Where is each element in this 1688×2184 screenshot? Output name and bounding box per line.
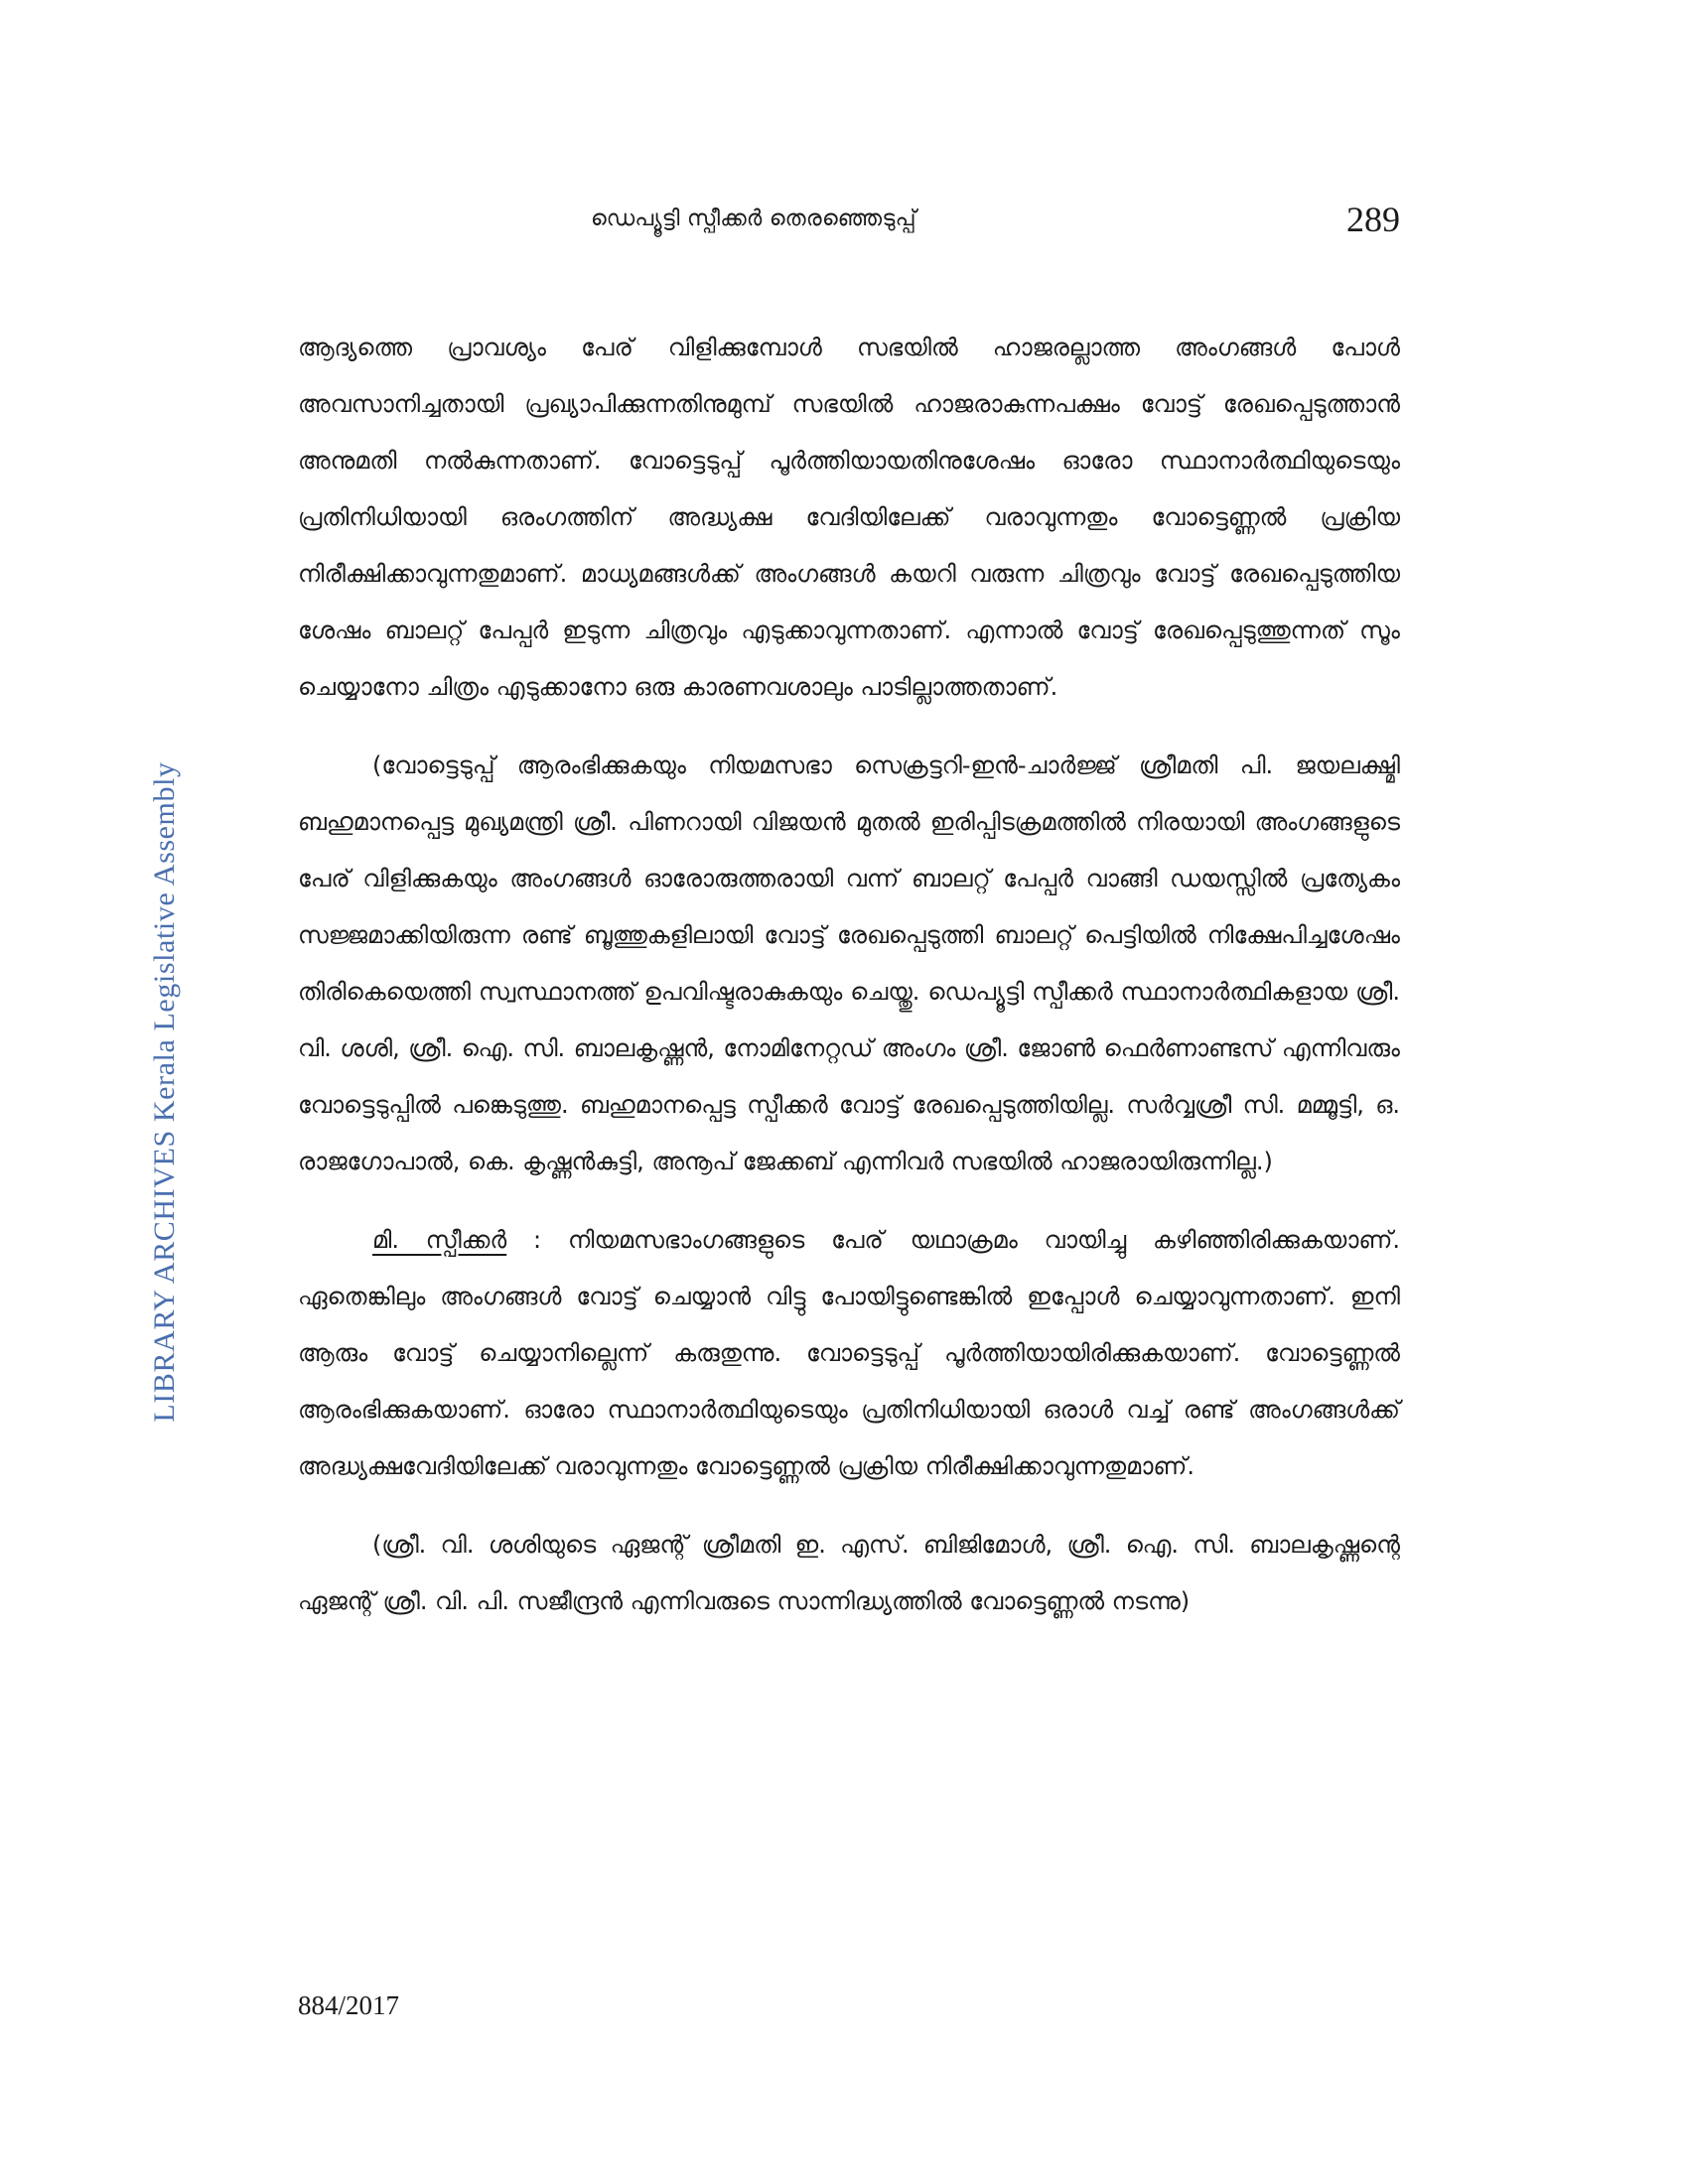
paragraph-speaker-statement (298, 1212, 1400, 1495)
archive-side-stamp: LIBRARY ARCHIVES Kerala Legislative Assembly (148, 761, 181, 1423)
running-head (298, 199, 1400, 248)
speaker-label: മി. സ്പീക്കർ (372, 1226, 507, 1254)
speaker-statement-text: : നിയമസഭാംഗങ്ങളുടെ പേര് യഥാക്രമം വായിച്ചു കഴിഞ്ഞിരിക്കുകയാണ്. ഏതെങ്കിലും അംഗങ്ങൾ വോട്ട് ചെയ്യാൻ വിട്ടു പോയിട്ടുണ്ടെങ്കിൽ ഇപ്പോൾ ചെയ്യാവുന്നതാണ്. ഇനി ആരും വോട്ട് ചെയ്യാനില്ലെന്ന് കരുതുന്നു. വോട്ടെടുപ്പ് പൂർത്തിയായിരിക്കുകയാണ്. വോട്ടെണ്ണൽ ആരംഭിക്കുകയാണ്. ഓരോ സ്ഥാനാർത്ഥിയുടെയും പ്രതിനിധിയായി ഒരാൾ വച്ച് രണ്ട് അംഗങ്ങൾക്ക് അദ്ധ്യക്ഷവേദിയിലേക്ക് വരാവുന്നതും വോട്ടെണ്ണൽ പ്രക്രിയ നിരീക്ഷിക്കാവുന്നതുമാണ്. (298, 1226, 1400, 1480)
body-text (298, 320, 1400, 1630)
page-number: 289 (1346, 200, 1400, 239)
footer-code: 884/2017 (298, 1990, 400, 2020)
paragraph-voting-procedure: (വോട്ടെടുപ്പ് ആരംഭിക്കുകയും നിയമസഭാ സെക്രട്ടറി-ഇൻ-ചാർജ്ജ് ശ്രീമതി പി. ജയലക്ഷ്മി ബഹുമാനപ്പെട്ട മുഖ്യമന്ത്രി ശ്രീ. പിണറായി വിജയൻ മുതൽ ഇരിപ്പിടക്രമത്തിൽ നിരയായി അംഗങ്ങളുടെ പേര് വിളിക്കുകയും അംഗങ്ങൾ ഓരോരുത്തരായി വന്ന് ബാലറ്റ് പേപ്പർ വാങ്ങി ഡയസ്സിൽ പ്രത്യേകം സജ്ജമാക്കിയിരുന്ന രണ്ട് ബൂത്തുകളിലായി വോട്ട് രേഖപ്പെടുത്തി ബാലറ്റ് പെട്ടിയിൽ നിക്ഷേപിച്ചശേഷം തിരികെയെത്തി സ്വസ്ഥാനത്ത് ഉപവിഷ്ടരാകുകയും ചെയ്തു. ഡെപ്യൂട്ടി സ്പീക്കർ സ്ഥാനാർത്ഥികളായ ശ്രീ. വി. ശശി, ശ്രീ. ഐ. സി. ബാലകൃഷ്ണൻ, നോമിനേറ്റഡ് അംഗം ശ്രീ. ജോൺ ഫെർണാണ്ടസ് എന്നിവരും വോട്ടെടുപ്പിൽ പങ്കെടുത്തു. ബഹുമാനപ്പെട്ട സ്പീക്കർ വോട്ട് രേഖപ്പെടുത്തിയില്ല. സർവ്വശ്രീ സി. മമ്മൂട്ടി, ഒ. രാജഗോപാൽ, കെ. കൃഷ്ണൻകുട്ടി, അനൂപ് ജേക്കബ് എന്നിവർ സഭയിൽ ഹാജരായിരുന്നില്ല.) (298, 751, 1400, 1175)
paragraph-voting-instructions: ആദ്യത്തെ പ്രാവശ്യം പേര് വിളിക്കുമ്പോൾ സഭയിൽ ഹാജരല്ലാത്ത അംഗങ്ങൾ പോൾ അവസാനിച്ചതായി പ്രഖ്യാപിക്കുന്നതിനുമുമ്പ് സഭയിൽ ഹാജരാകുന്നപക്ഷം വോട്ട് രേഖപ്പെടുത്താൻ അനുമതി നൽകുന്നതാണ്. വോട്ടെടുപ്പ് പൂർത്തിയായതിനുശേഷം ഓരോ സ്ഥാനാർത്ഥിയുടെയും പ്രതിനിധിയായി ഒരംഗത്തിന് അദ്ധ്യക്ഷ വേദിയിലേക്ക് വരാവുന്നതും വോട്ടെണ്ണൽ പ്രക്രിയ നിരീക്ഷിക്കാവുന്നതുമാണ്. മാധ്യമങ്ങൾക്ക് അംഗങ്ങൾ കയറി വരുന്ന ചിത്രവും വോട്ട് രേഖപ്പെടുത്തിയ ശേഷം ബാലറ്റ് പേപ്പർ ഇടുന്ന ചിത്രവും എടുക്കാവുന്നതാണ്. എന്നാൽ വോട്ട് രേഖപ്പെടുത്തുന്നത് സൂം ചെയ്യാനോ ചിത്രം എടുക്കാനോ ഒരു കാരണവശാലും പാടില്ലാത്തതാണ്. (298, 334, 1400, 701)
running-title: ഡെപ്യൂട്ടി സ്പീക്കർ തെരഞ്ഞെടുപ്പ് (591, 206, 916, 231)
paragraph-counting-note: (ശ്രീ. വി. ശശിയുടെ ഏജന്റ് ശ്രീമതി ഇ. എസ്. ബിജിമോൾ, ശ്രീ. ഐ. സി. ബാലകൃഷ്ണന്റെ ഏജന്റ് ശ്രീ. വി. പി. സജീന്ദ്രൻ എന്നിവരുടെ സാന്നിദ്ധ്യത്തിൽ വോട്ടെണ്ണൽ നടന്നു) (298, 1531, 1400, 1615)
